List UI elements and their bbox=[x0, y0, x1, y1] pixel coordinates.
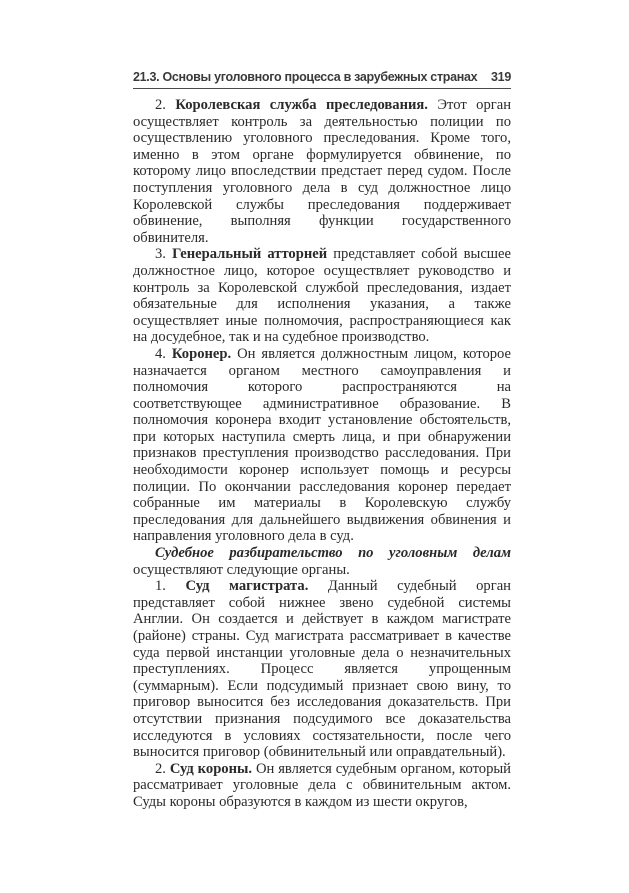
paragraph-crown-prosecution-service bbox=[133, 97, 511, 246]
paragraph-trial-intro bbox=[133, 545, 511, 578]
running-header bbox=[133, 70, 511, 89]
item-number: 4. bbox=[155, 345, 172, 362]
section-title: 21.3. Основы уголовного процесса в зарубежных странах bbox=[133, 70, 478, 84]
bold-term: Суд магистрата. bbox=[185, 578, 309, 595]
paragraph-text: Он является судебным органом, который рассматривает уголовные дела с обвинительным актом. Суды короны образуются в каждом из шести округов, bbox=[133, 760, 511, 810]
bold-italic-term: Судебное разбирательство по уголовным делам bbox=[155, 545, 511, 562]
item-number: 1. bbox=[155, 578, 186, 595]
book-page bbox=[133, 70, 511, 811]
page-number: 319 bbox=[491, 70, 511, 84]
bold-term: Коронер. bbox=[171, 345, 232, 362]
paragraph-coroner bbox=[133, 346, 511, 545]
paragraph-crown-court bbox=[133, 761, 511, 811]
item-number: 2. bbox=[155, 97, 176, 113]
paragraph-text: осуществляют следующие органы. bbox=[133, 561, 350, 578]
bold-term: Королевская служба преследования. bbox=[175, 97, 428, 113]
paragraph-magistrates-court bbox=[133, 578, 511, 761]
paragraph-text: Он является должностным лицом, которое назначается органом местного самоуправления и полномочия которого распространяются на соответствующее административное образование. В полномочия коронера входит установление обстоятельств, при которых наступила смерть лица, и при обнаружении признаков преступления производство расследования. При необходимости коронер использует помощь и ресурсы полиции. По окончании расследования коронер передает собранные им материалы в Королевскую службу преследования для дальнейшего выдвижения обвинения и направления уголовного дела в суд. bbox=[133, 345, 512, 545]
bold-term: Генеральный атторней bbox=[172, 246, 328, 263]
item-number: 2. bbox=[155, 760, 170, 777]
body-text bbox=[133, 97, 511, 811]
item-number: 3. bbox=[155, 246, 173, 263]
paragraph-text: Этот орган осуществляет контроль за деятельностью полиции по осуществлению уголовного преследования. Кроме того, именно в этом органе формулируется обвинение, по которому лицо впоследствии предстает перед судом. После поступления уголовного дела в суд должностное лицо Королевской службы преследования поддерживает обвинение, выполняя функции государственного обвинителя. bbox=[133, 97, 512, 246]
paragraph-attorney-general bbox=[133, 246, 511, 346]
bold-term: Суд короны. bbox=[169, 760, 253, 777]
paragraph-text: представляет собой высшее должностное лицо, которое осуществляет руководство и контроль за Королевской службой преследования, издает обязательные для исполнения указания, а также осуществляет иные полномочия, распространяющиеся как на досудебное, так и на судебное производство. bbox=[133, 246, 512, 346]
paragraph-text: Данный судебный орган представляет собой нижнее звено судебной системы Англии. Он создается и действует в каждом магистрате (районе) страны. Суд магистрата рассматривает в качестве суда первой инстанции уголовные дела о незначительных преступлениях. Процесс является упрощенным (суммарным). Если подсудимый признает свою вину, то приговор выносится без исследования доказательств. При отсутствии признания подсудимого все доказательства исследуются в условиях состязательности, после чего выносится приговор (обвинительный или оправдательный). bbox=[133, 578, 511, 761]
